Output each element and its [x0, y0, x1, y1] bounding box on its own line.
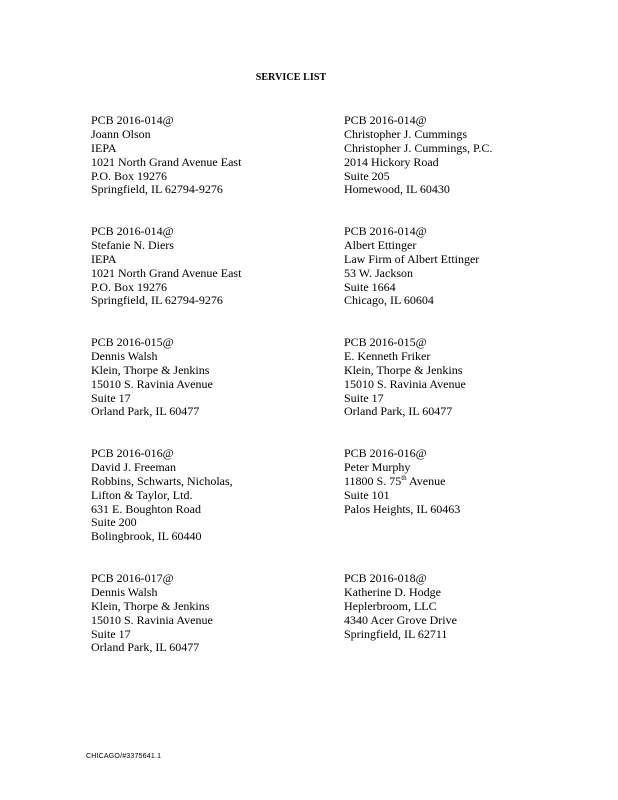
service-entry [344, 447, 460, 516]
suite: Suite 1664 [344, 279, 396, 294]
po-box: P.O. Box 19276 [91, 279, 168, 294]
contact-name: Stefanie N. Diers [91, 237, 174, 252]
case-number: PCB 2016-016@ [91, 446, 174, 460]
street-address: 53 W. Jackson [344, 265, 413, 280]
street-address: 15010 S. Ravinia Avenue [91, 612, 213, 627]
contact-name: Christopher J. Cummings [344, 126, 468, 141]
suite: Suite 200 [91, 515, 137, 530]
street-address: 1021 North Grand Avenue East [91, 265, 242, 280]
service-entry [91, 225, 241, 308]
service-entry [344, 572, 457, 641]
organization: Klein, Thorpe & Jenkins [344, 362, 463, 377]
city-state-zip: Springfield, IL 62794-9276 [91, 293, 223, 308]
street-address-prefix: 11800 S. 75 [344, 473, 402, 488]
street-address-suffix: Avenue [406, 473, 446, 488]
city-state-zip: Orland Park, IL 60477 [91, 404, 200, 419]
po-box: P.O. Box 19276 [91, 168, 168, 183]
city-state-zip: Homewood, IL 60430 [344, 182, 450, 197]
contact-name: Albert Ettinger [344, 237, 417, 252]
case-number: PCB 2016-014@ [344, 224, 427, 238]
page-title: SERVICE LIST [255, 72, 327, 83]
suite: Suite 17 [344, 390, 384, 405]
contact-name: Dennis Walsh [91, 348, 158, 363]
suite: Suite 101 [344, 487, 390, 502]
organization-continued: Lifton & Taylor, Ltd. [91, 487, 193, 502]
service-entry [91, 447, 233, 544]
city-state-zip: Orland Park, IL 60477 [344, 404, 453, 419]
case-number: PCB 2016-015@ [344, 335, 427, 349]
service-entry [344, 336, 466, 419]
city-state-zip: Bolingbrook, IL 60440 [91, 529, 202, 544]
organization: Heplerbroom, LLC [344, 598, 437, 613]
organization: Klein, Thorpe & Jenkins [91, 362, 210, 377]
case-number: PCB 2016-014@ [91, 224, 174, 238]
case-number: PCB 2016-016@ [344, 446, 427, 460]
case-number: PCB 2016-018@ [344, 571, 427, 585]
case-number: PCB 2016-014@ [344, 113, 427, 127]
street-address: 2014 Hickory Road [344, 154, 439, 169]
contact-name: Peter Murphy [344, 459, 411, 474]
suite: Suite 17 [91, 390, 131, 405]
organization: Robbins, Schwarts, Nicholas, [91, 473, 233, 488]
organization: IEPA [91, 251, 117, 266]
contact-name: Joann Olson [91, 126, 151, 141]
service-entry [344, 225, 479, 308]
street-address-ordinal: th [401, 473, 407, 482]
suite: Suite 205 [344, 168, 390, 183]
contact-name: Katherine D. Hodge [344, 584, 441, 599]
service-entry [91, 336, 213, 419]
city-state-zip: Orland Park, IL 60477 [91, 640, 200, 655]
city-state-zip: Springfield, IL 62711 [344, 626, 448, 641]
street-address: 4340 Acer Grove Drive [344, 612, 457, 627]
city-state-zip: Chicago, IL 60604 [344, 293, 434, 308]
street-address: 15010 S. Ravinia Avenue [91, 376, 213, 391]
service-entry [91, 572, 213, 655]
service-entry [91, 114, 241, 197]
street-address: 1021 North Grand Avenue East [91, 154, 242, 169]
document-footer-id: CHICAGO/#3375641.1 [86, 753, 162, 760]
organization: Law Firm of Albert Ettinger [344, 251, 480, 266]
suite: Suite 17 [91, 626, 131, 641]
organization: IEPA [91, 140, 117, 155]
organization: Klein, Thorpe & Jenkins [91, 598, 210, 613]
contact-name: E. Kenneth Friker [344, 348, 431, 363]
contact-name: David J. Freeman [91, 459, 176, 474]
street-address: 631 E. Boughton Road [91, 501, 201, 516]
service-entry [344, 114, 492, 197]
city-state-zip: Springfield, IL 62794-9276 [91, 182, 223, 197]
contact-name: Dennis Walsh [91, 584, 158, 599]
case-number: PCB 2016-017@ [91, 571, 174, 585]
organization: Christopher J. Cummings, P.C. [344, 140, 493, 155]
city-state-zip: Palos Heights, IL 60463 [344, 501, 461, 516]
case-number: PCB 2016-014@ [91, 113, 174, 127]
case-number: PCB 2016-015@ [91, 335, 174, 349]
street-address [344, 475, 460, 489]
street-address: 15010 S. Ravinia Avenue [344, 376, 466, 391]
